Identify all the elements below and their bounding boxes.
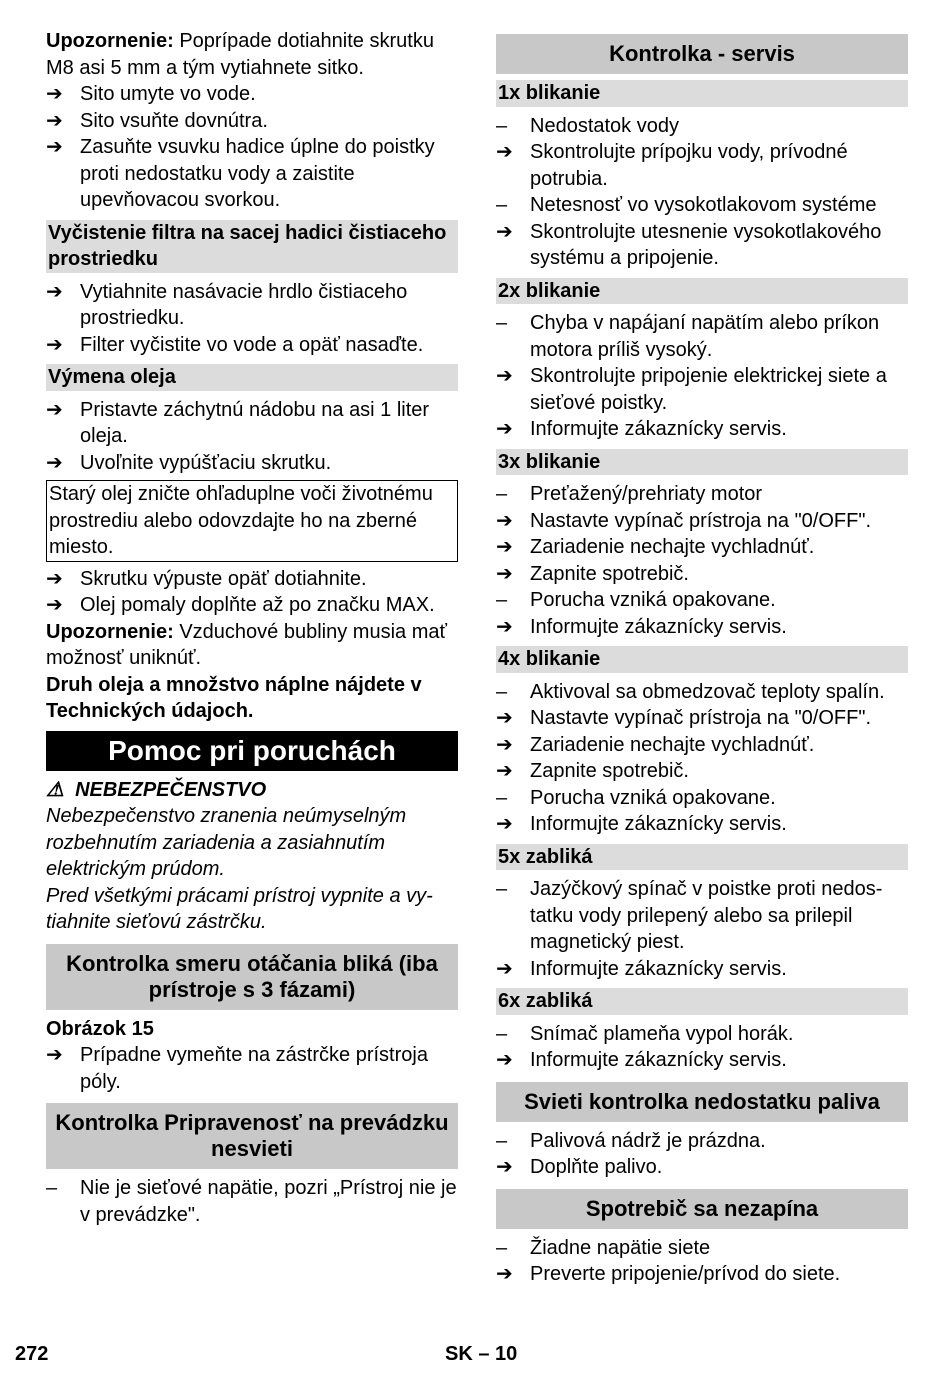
list-item-text: Snímač plameňa vypol horák. bbox=[530, 1022, 794, 1045]
list-item bbox=[496, 113, 908, 140]
list-item bbox=[496, 956, 908, 983]
arrow-right-icon: ➔ bbox=[46, 333, 63, 356]
list-item-text: Nie je sieťové napätie, pozri „Prístroj nie je v prevádzke". bbox=[80, 1177, 457, 1226]
arrow-right-icon: ➔ bbox=[496, 1049, 513, 1071]
dash-marker: – bbox=[496, 312, 508, 334]
list-item-text: Preťažený/prehriaty motor bbox=[530, 483, 763, 505]
list-item-text: Porucha vzniká opakovane. bbox=[530, 786, 776, 809]
arrow-right-icon: ➔ bbox=[46, 136, 63, 158]
step-list bbox=[46, 1042, 458, 1095]
list-item-text: Zapnite spotrebič. bbox=[530, 760, 689, 782]
danger-label: NEBEZPEČENSTVO bbox=[75, 778, 267, 801]
list-item-text: Uvoľnite vypúšťaciu skrutku. bbox=[80, 451, 332, 474]
warning-triangle-icon: ⚠ bbox=[46, 778, 64, 801]
list-item-text: Zariadenie nechajte vychladnúť. bbox=[530, 733, 815, 756]
list-item-text: Zasuňte vsuvku hadice úplne do poistky proti nedostatku vody a zaistite upevňovacou svorkou. bbox=[80, 136, 435, 211]
list-item bbox=[46, 108, 458, 135]
list-item bbox=[496, 508, 908, 535]
note-1 bbox=[46, 28, 458, 81]
step-list bbox=[46, 279, 458, 359]
list-item-text: Skontrolujte prípojku vody, prívodné potrubia. bbox=[530, 141, 848, 190]
list-item bbox=[496, 811, 908, 838]
list-item-text: Žiadne napätie siete bbox=[530, 1236, 711, 1259]
list-item bbox=[46, 397, 458, 450]
subheading-blink-group: 3x blikanie bbox=[496, 449, 908, 476]
subheading-filter: Vyčistenie filtra na sacej hadici čistiaceho prostriedku bbox=[46, 220, 458, 273]
list-item-text: Informujte zákaznícky servis. bbox=[530, 418, 787, 440]
section-ready-indicator: Kontrolka Pripravenosť na prevádzku nesvieti bbox=[46, 1103, 458, 1169]
list-item bbox=[496, 534, 908, 561]
list-item bbox=[496, 1021, 908, 1048]
arrow-right-icon: ➔ bbox=[46, 398, 63, 421]
list-item bbox=[496, 561, 908, 588]
dash-marker: – bbox=[496, 589, 508, 611]
note-1-text: Poprípade dotiahnite skrutku M8 asi 5 mm a tým vytiahnete sitko. bbox=[46, 30, 434, 79]
section-fuel-indicator: Svieti kontrolka nedostatku paliva bbox=[496, 1082, 908, 1122]
list-item bbox=[496, 192, 908, 219]
arrow-right-icon: ➔ bbox=[496, 957, 513, 980]
section-service-indicator: Kontrolka - servis bbox=[496, 34, 908, 74]
list-item bbox=[496, 1261, 908, 1288]
dash-marker: – bbox=[496, 680, 508, 703]
subheading-blink-group: 6x zabliká bbox=[496, 988, 908, 1015]
dash-marker: – bbox=[496, 114, 508, 137]
list-item bbox=[496, 139, 908, 192]
list-item-text: Olej pomaly doplňte až po značku MAX. bbox=[80, 594, 435, 616]
list-item bbox=[46, 81, 458, 108]
arrow-right-icon: ➔ bbox=[496, 733, 513, 756]
section-rotation-indicator: Kontrolka smeru otáčania bliká (iba prístroje s 3 fázami) bbox=[46, 944, 458, 1010]
arrow-right-icon: ➔ bbox=[46, 109, 63, 132]
list-item-text: Sito umyte vo vode. bbox=[80, 83, 256, 105]
list-item bbox=[46, 592, 458, 619]
arrow-right-icon: ➔ bbox=[46, 567, 63, 590]
list-item-text: Vytiahnite nasávacie hrdlo čistiaceho prostriedku. bbox=[80, 280, 408, 329]
arrow-right-icon: ➔ bbox=[46, 280, 63, 303]
oil-info: Druh oleja a množstvo náplne nájdete v Technických údajoch. bbox=[46, 673, 422, 722]
list-item bbox=[496, 785, 908, 812]
list-item-text: Nastavte vypínač prístroja na "0/OFF". bbox=[530, 509, 871, 532]
arrow-right-icon: ➔ bbox=[496, 1156, 513, 1178]
note-2 bbox=[46, 619, 458, 672]
step-list bbox=[46, 397, 458, 477]
danger-text-2: Pred všetkými prácami prístroj vypnite a vytiahnite sieťovú zástrčku. bbox=[46, 884, 433, 933]
list-item bbox=[496, 679, 908, 706]
list-item bbox=[496, 614, 908, 641]
list-item-text: Nastavte vypínač prístroja na "0/OFF". bbox=[530, 707, 871, 729]
list-item bbox=[496, 1154, 908, 1181]
dash-marker: – bbox=[496, 1236, 508, 1259]
list-item bbox=[46, 566, 458, 593]
list-item bbox=[496, 705, 908, 732]
arrow-right-icon: ➔ bbox=[496, 365, 513, 387]
left-column bbox=[46, 28, 458, 1228]
list-item-text: Informujte zákaznícky servis. bbox=[530, 957, 787, 980]
blink-groups bbox=[496, 80, 908, 1074]
danger-text-1: Nebezpečenstvo zranenia neúmyselným rozbehnutím zariadenia a zasiahnutím elektrickým prúdom. bbox=[46, 805, 407, 880]
list-item bbox=[46, 134, 458, 214]
list-item-text: Doplňte palivo. bbox=[530, 1156, 663, 1178]
note-2-text: Vzduchové bubliny musia mať možnosť uniknúť. bbox=[46, 620, 447, 669]
item-list bbox=[46, 1175, 458, 1228]
subheading-blink-group: 5x zabliká bbox=[496, 844, 908, 871]
item-list bbox=[496, 1235, 908, 1288]
arrow-right-icon: ➔ bbox=[496, 813, 513, 835]
arrow-right-icon: ➔ bbox=[496, 418, 513, 440]
list-item-text: Skontrolujte pripojenie elektrickej siete a sieťové poistky. bbox=[530, 365, 887, 414]
step-list bbox=[46, 566, 458, 619]
dash-marker: – bbox=[496, 1129, 508, 1152]
arrow-right-icon: ➔ bbox=[496, 615, 513, 638]
list-item-text: Preverte pripojenie/prívod do siete. bbox=[530, 1263, 841, 1285]
item-list bbox=[496, 1128, 908, 1181]
arrow-right-icon: ➔ bbox=[496, 141, 513, 163]
subheading-blink-group: 2x blikanie bbox=[496, 278, 908, 305]
list-item-text: Informujte zákaznícky servis. bbox=[530, 813, 787, 835]
list-item bbox=[496, 416, 908, 443]
subheading-oil-change: Výmena oleja bbox=[46, 364, 458, 391]
arrow-right-icon: ➔ bbox=[46, 1044, 63, 1066]
list-item-text: Nedostatok vody bbox=[530, 114, 679, 137]
list-item bbox=[496, 587, 908, 614]
list-item-text: Netesnosť vo vysokotlakovom systéme bbox=[530, 194, 877, 216]
list-item bbox=[496, 1047, 908, 1074]
page-number: 272 bbox=[15, 1343, 49, 1365]
danger-heading bbox=[46, 777, 458, 804]
list-item bbox=[496, 1235, 908, 1262]
list-item-text: Chyba v napájaní napätím alebo príkon motora príliš vysoký. bbox=[530, 312, 880, 361]
step-list bbox=[46, 81, 458, 214]
section-no-start: Spotrebič sa nezapína bbox=[496, 1189, 908, 1229]
environment-note-box: Starý olej zničte ohľaduplne voči životnému prostrediu alebo odovzdajte ho na zberné miesto. bbox=[46, 480, 458, 562]
list-item bbox=[46, 332, 458, 359]
list-item bbox=[46, 1175, 458, 1228]
list-item-text: Jazýčkový spínač v poistke proti nedostatku vody prilepený alebo sa prilepil magnetický piest. bbox=[530, 878, 883, 953]
dash-marker: – bbox=[46, 1177, 58, 1199]
list-item bbox=[496, 363, 908, 416]
arrow-right-icon: ➔ bbox=[496, 509, 513, 532]
dash-marker: – bbox=[496, 786, 508, 809]
list-item bbox=[496, 1128, 908, 1155]
list-item-text: Sito vsuňte dovnútra. bbox=[80, 109, 268, 132]
subheading-blink-group: 1x blikanie bbox=[496, 80, 908, 107]
arrow-right-icon: ➔ bbox=[46, 83, 63, 105]
arrow-right-icon: ➔ bbox=[46, 594, 63, 616]
list-item bbox=[46, 1042, 458, 1095]
list-item-text: Filter vyčistite vo vode a opäť nasaďte. bbox=[80, 333, 424, 356]
subheading-blink-group: 4x blikanie bbox=[496, 646, 908, 673]
list-item bbox=[46, 279, 458, 332]
arrow-right-icon: ➔ bbox=[496, 760, 513, 782]
list-item-text: Skrutku výpuste opäť dotiahnite. bbox=[80, 567, 367, 590]
arrow-right-icon: ➔ bbox=[496, 1263, 513, 1285]
list-item bbox=[496, 481, 908, 508]
list-item bbox=[496, 732, 908, 759]
list-item-text: Zariadenie nechajte vychladnúť. bbox=[530, 536, 815, 558]
footer-section: SK – 10 bbox=[445, 1343, 518, 1365]
dash-marker: – bbox=[496, 194, 508, 216]
note-1-label: Upozornenie: bbox=[46, 30, 174, 52]
main-heading: Pomoc pri poruchách bbox=[46, 731, 458, 771]
dash-marker: – bbox=[496, 878, 508, 900]
list-item-text: Zapnite spotrebič. bbox=[530, 562, 689, 585]
arrow-right-icon: ➔ bbox=[496, 220, 513, 243]
list-item-text: Skontrolujte utesnenie vysokotlakového systému a pripojenie. bbox=[530, 220, 882, 269]
dash-marker: – bbox=[496, 483, 508, 505]
list-item bbox=[496, 219, 908, 272]
arrow-right-icon: ➔ bbox=[496, 562, 513, 585]
arrow-right-icon: ➔ bbox=[496, 536, 513, 558]
list-item-text: Informujte zákaznícky servis. bbox=[530, 1049, 787, 1071]
list-item bbox=[496, 310, 908, 363]
list-item-text: Prípadne vymeňte na zástrčke prístroja póly. bbox=[80, 1044, 428, 1093]
list-item-text: Informujte zákaznícky servis. bbox=[530, 615, 787, 638]
list-item-text: Palivová nádrž je prázdna. bbox=[530, 1129, 766, 1152]
list-item bbox=[496, 876, 908, 956]
dash-marker: – bbox=[496, 1022, 508, 1045]
list-item bbox=[46, 450, 458, 477]
list-item-text: Pristavte záchytnú nádobu na asi 1 liter oleja. bbox=[80, 398, 430, 447]
list-item-text: Aktivoval sa obmedzovač teploty spalín. bbox=[530, 680, 885, 703]
note-2-label: Upozornenie: bbox=[46, 620, 174, 643]
right-column bbox=[496, 28, 908, 1288]
arrow-right-icon: ➔ bbox=[496, 707, 513, 729]
arrow-right-icon: ➔ bbox=[46, 451, 63, 474]
list-item bbox=[496, 758, 908, 785]
list-item-text: Porucha vzniká opakovane. bbox=[530, 589, 776, 611]
figure-reference: Obrázok 15 bbox=[46, 1017, 154, 1040]
